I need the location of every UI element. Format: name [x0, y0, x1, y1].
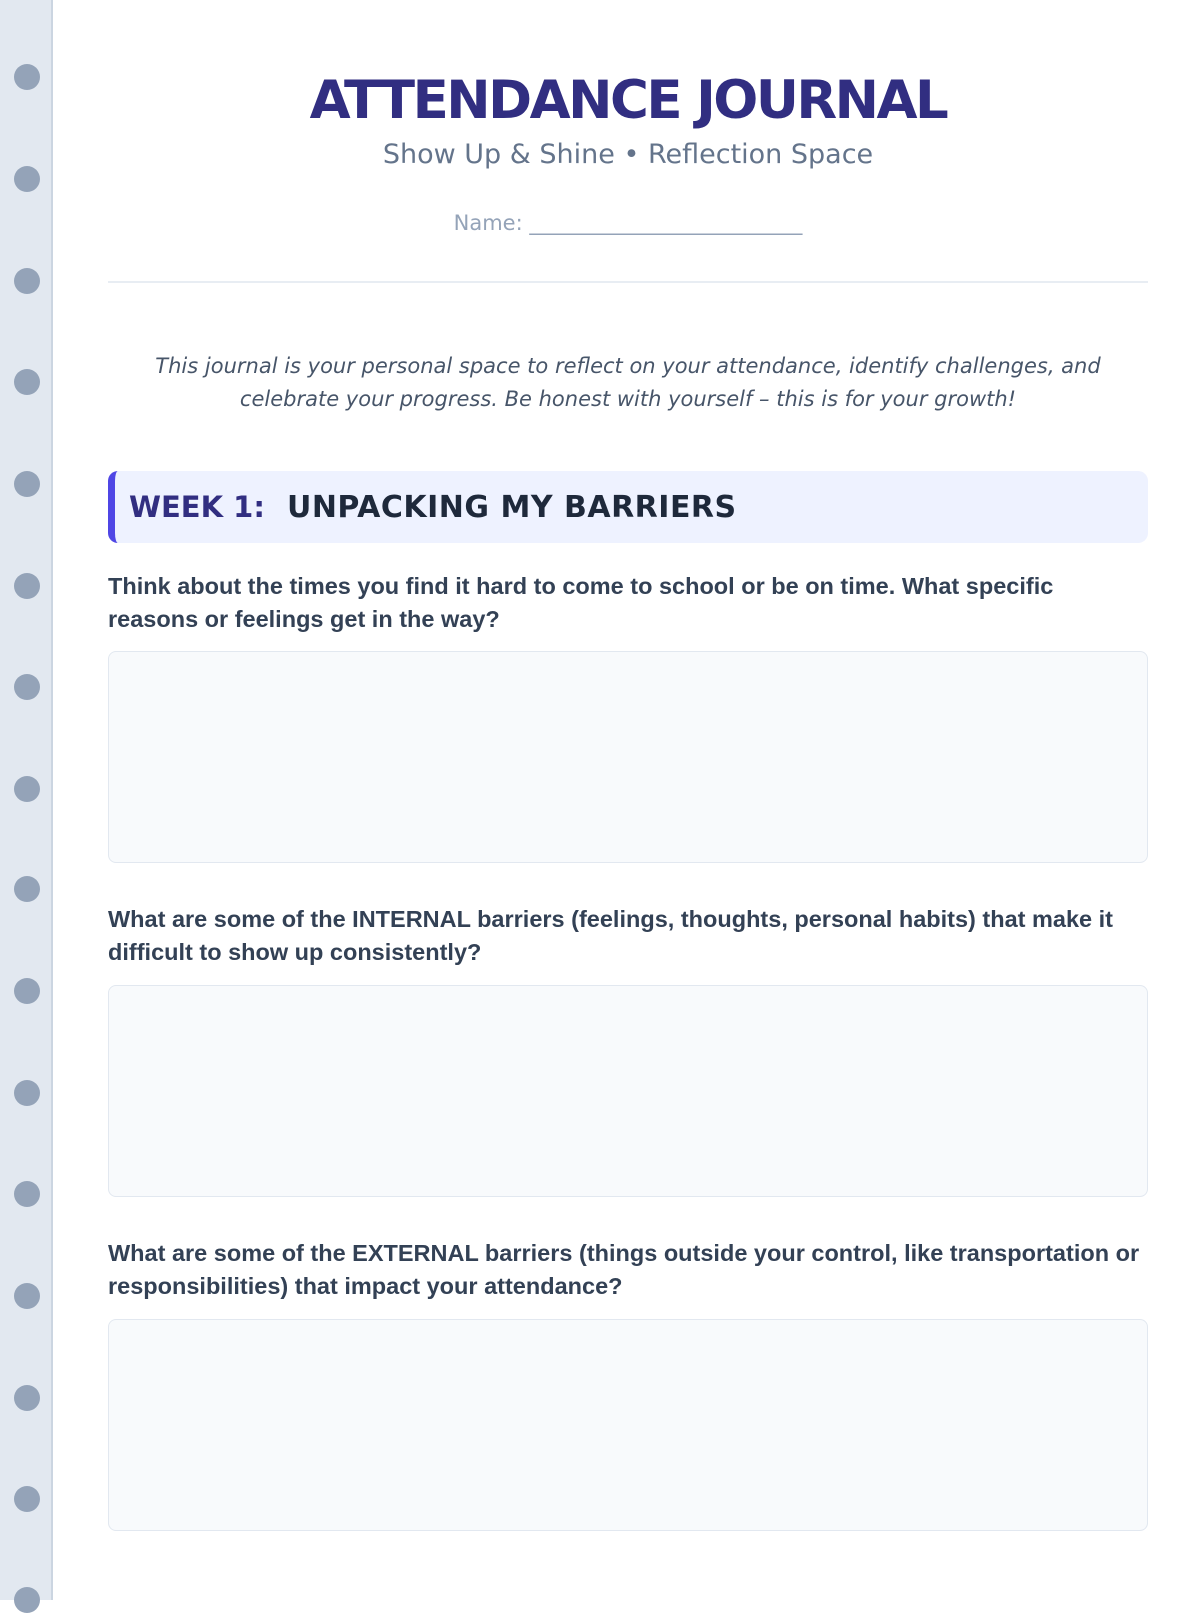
binding-hole: [14, 776, 40, 802]
binding-hole: [14, 369, 40, 395]
week-title: UNPACKING MY BARRIERS: [286, 489, 737, 525]
week-label: WEEK 1:: [129, 490, 265, 524]
binding-hole: [14, 1486, 40, 1512]
question-prompt: [108, 903, 1148, 969]
binding-hole: [14, 166, 40, 192]
question-prompt: [108, 1237, 1148, 1303]
answer-box[interactable]: [108, 1319, 1148, 1531]
binding-hole: [14, 674, 40, 700]
binding-hole: [14, 64, 40, 90]
question-line: difficult to show up consistently?: [108, 939, 482, 965]
name-field[interactable]: Name: __________________________: [453, 211, 803, 235]
week-section-header: [108, 471, 1148, 543]
binding-hole: [14, 876, 40, 902]
question-line: Think about the times you find it hard to come to school or be on time. What specific: [108, 573, 1054, 599]
page-subtitle: Show Up & Shine • Reflection Space: [382, 139, 874, 170]
binding-hole: [14, 1080, 40, 1106]
binding-hole: [14, 1587, 40, 1613]
question-line: What are some of the INTERNAL barriers (feelings, thoughts, personal habits) that make it: [108, 906, 1114, 932]
binding-hole: [14, 1181, 40, 1207]
spiral-binding: [0, 0, 53, 1600]
page-title: ATTENDANCE JOURNAL: [309, 70, 947, 131]
answer-box[interactable]: [108, 985, 1148, 1197]
binding-hole: [14, 471, 40, 497]
question-prompt: [108, 570, 1148, 636]
binding-hole: [14, 268, 40, 294]
intro-text: [108, 350, 1148, 416]
header-divider: [108, 281, 1148, 283]
intro-line: celebrate your progress. Be honest with yourself – this is for your growth!: [239, 387, 1017, 411]
answer-box[interactable]: [108, 651, 1148, 863]
intro-line: This journal is your personal space to reflect on your attendance, identify challenges, and: [155, 354, 1101, 378]
binding-hole: [14, 978, 40, 1004]
binding-hole: [14, 1283, 40, 1309]
binding-hole: [14, 1385, 40, 1411]
question-line: reasons or feelings get in the way?: [108, 606, 500, 632]
question-line: responsibilities) that impact your attendance?: [108, 1273, 623, 1299]
question-line: What are some of the EXTERNAL barriers (things outside your control, like transportation or: [108, 1240, 1140, 1266]
binding-hole: [14, 573, 40, 599]
